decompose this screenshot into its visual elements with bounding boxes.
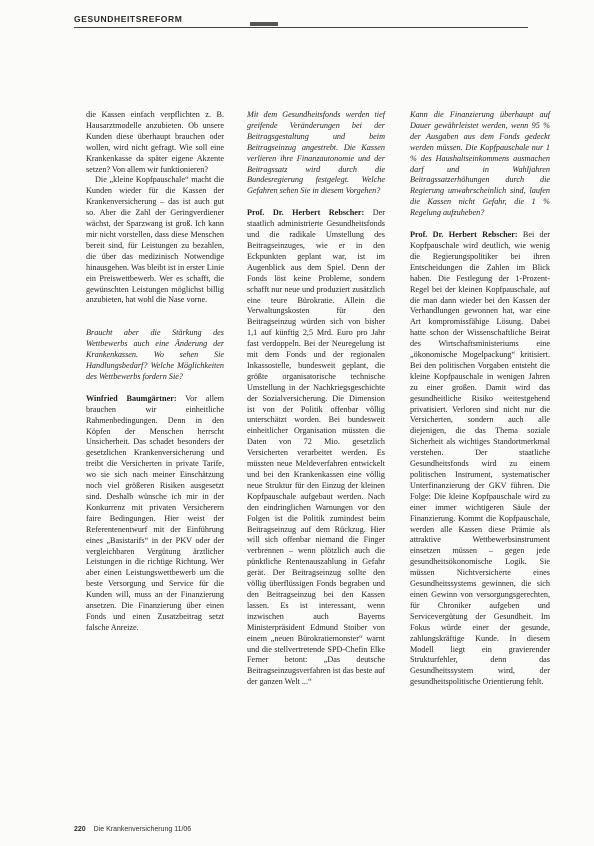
journal-name: Die Krankenversicherung: [93, 826, 173, 833]
column-2: [247, 110, 385, 688]
answer: [86, 394, 224, 634]
section-header: GESUNDHEITSREFORM: [74, 14, 183, 24]
spacer: [86, 306, 224, 328]
answer: [410, 230, 550, 688]
answer-text: Der staatlich administrierte Gesundheitsfonds und die radikale Umstellung des Beitragseinzuges, wie er in den Eckpunkten geplant war, ist im Augenblick aus dem Spiel. Denn der Fonds löst keine Probleme, sondern schafft nur neue und produziert zusätzlich eine teure Bürokratie. Allein die Verwaltungskosten für den Beitragseinzug würden sich von bisher 1,1 auf künftig 2,5 Mrd. Euro pro Jahr fast verdoppeln. Bei der Neuregelung ist mit dem Fonds und der regionalen Inkassostelle, bundesweit geplant, die größte organisatorische technische Umstellung in der Nachkriegsgeschichte der Sozialversicherung. Die Dimension ist von der Politik offenbar völlig unterschätzt worden. Bei bundesweit einheitlicher Organisation müssten die Daten von 72 Mio. gesetzlich Versicherten verarbeitet werden. Es müssten neue Meldeverfahren entwickelt und bei den Krankenkassen eine völlig neue Struktur für den Einzug der kleinen Kopfpauschale aufgebaut werden. Nach den eindringlichen Warnungen vor den Folgen ist die Politik zumindest beim Beitragseinzug auf dem Rückzug. Hier will sich offenbar niemand die Finger verbrennen – wenn plötzlich auch die pünktliche Rentenauszahlung in Gefahr gerät. Der Beitragseinzug sollte den völlig überflüssigen Fonds begraben und den Beitragseinzug bei den Kassen lassen. Es ist interessant, wenn inzwischen auch Bayerns Ministerpräsident Edmund Stoiber von einem „neuen Bürokratiemonster“ warnt und die stellvertretende SPD-Chefin Elke Ferner betont: „Das deutsche Beitragseinzugsverfahren ist das beste auf der ganzen Welt ...“: [247, 208, 385, 687]
interview-question: Kann die Finanzierung überhaupt auf Dauer gewährleistet werden, wenn 95 % der Ausgaben aus dem Fonds gedeckt werden müssen. Die Kopfpauschale nur 1 % des Haushaltseinkommens ausmachen darf und in Wahljahren Beitragssatzerhöhungen durch die Regierung unwahrscheinlich sind, laufen die Kassen nicht Gefahr, die 1 % Regelung aufzuheben?: [410, 110, 550, 218]
speaker-name: Prof. Dr. Herbert Rebscher:: [247, 208, 365, 218]
page-number: 220: [74, 826, 86, 833]
paragraph: Die „kleine Kopfpauschale“ macht die Kunden wieder für die Kassen der Krankenversicherung – das ist auch gut so. Aber die Zahl der Geringverdiener wächst, der Sparzwang ist groß. Ich kann mir nicht vorstellen, dass diese Menschen bereit sind, für Leistungen zu bezahlen, die über das medizinisch Notwendige hinausgehen. Was bleibt ist in erster Linie ein Preiswettbewerb. Wer es schafft, die gewünschten Leistungen möglichst billig anzubieten, hat wohl die Nase vorne.: [86, 175, 224, 305]
issue-number: 11/06: [174, 826, 192, 833]
page-footer: [74, 826, 191, 833]
paragraph: die Kassen einfach verpflichten z. B. Hausarztmodelle anzubieten. Ob unsere Kunden diese überhaupt brauchen oder wollen, wird nicht gefragt. Wie soll eine Krankenkasse da später eigene Akzente setzen? Von allem wir funktionieren?: [86, 110, 224, 174]
speaker-name: Prof. Dr. Herbert Rebscher:: [410, 230, 518, 240]
column-1: [86, 110, 224, 634]
header-rule: [74, 27, 528, 28]
spacer: [247, 197, 385, 208]
answer-text: Vor allem brauchen wir einheitliche Rahmenbedingungen. Denn in den Köpfen der Menschen herrscht Unsicherheit. Das schadet besonders der gesetzlichen Krankenversicherung und treibt die Versicherten in private Tarife, wo sie sich nach meiner Einschätzung noch viel größeren Risiken ausgesetzt sind. Deshalb wünsche ich mir in der Konkurrenz mit privaten Versicherern faire Bedingungen. Hier weist der Referentenentwurf mit der Einführung eines „Basistarifs“ in der PKV oder der vergleichbaren Vergütung ärztlicher Leistungen in die richtige Richtung. Wer aber einen Leistungswettbewerb um die beste Versorgung und Service für die Kunden will, muss an der Finanzierung ansetzen. Die Finanzierung über einen Fonds und einen Zusatzbeitrag setzt falsche Anreize.: [86, 393, 224, 632]
spacer: [410, 219, 550, 230]
header-accent-bar: [250, 22, 278, 26]
interview-question: Mit dem Gesundheitsfonds werden tief greifende Veränderungen bei der Beitragsgestaltung und beim Beitragseinzug angestrebt. Die Kassen verlieren ihre Finanzautonomie und der Beitragssatz wird durch die Bundesregierung festgelegt. Welche Gefahren sehen Sie in diesem Vorgehen?: [247, 110, 385, 196]
speaker-name: Winfried Baumgärtner:: [86, 393, 177, 403]
answer-text: Bei der Kopfpauschale wird deutlich, wie wenig die Regierungspolitiker bei ihren Entscheidungen die Zahlen im Blick haben. Die Festlegung der 1-Prozent-Regel bei der kleinen Kopfpauschale, auf die man dann wieder bei den Kassen der Verhandlungen gewonnen hat, war eine Art kompromissfähige Lösung. Dabei hatte schon der Wissenschaftliche Beirat des Wirtschaftsministeriums eine „ökonomische Mogelpackung“ kritisiert. Bei den politischen Vorgaben entsteht die kleine Kopfpauschale in wenigen Jahren zu einer großen. Damit wird das gesundheitliche Risiko weitestgehend privatisiert. Verloren sind nicht nur die Versicherten, sondern auch alle diejenigen, die das Thema soziale Sicherheit als wichtiges Standortmerkmal verstehen. Der staatliche Gesundheitsfonds wird zu einem politischen Instrument, systematischer Unterfinanzierung der GKV führen. Die Folge: Die kleine Kopfpauschale wird zu einer immer wichtigeren Säule der Finanzierung. Kommt die Kopfpauschale, werden alle Kassen diese Prämie als attraktive Wettbewerbsinstrument einsetzen müssen – gegen jede gesundheitsökonomische Logik. Sie müssen Nichtversicherte eines Gesundheitssystems gewinnen, die sich einen Gewinn von versorgungsgerechten, für Chroniker aufgeben und Servicevergütung der Gesundheit. Im Fokus würde einer der gesunde, zahlungskräftige Kunde. In diesem Modell liegt ein gravierender Strukturfehler, denn das Gesundheitssystem wird, der gesundheitspolitische Orientierung fehlt.: [410, 230, 550, 687]
spacer: [86, 383, 224, 394]
column-3: [410, 110, 550, 688]
interview-question: Braucht aber die Stärkung des Wettbewerbs auch eine Änderung der Krankenkassen. Wo sehen Sie Handlungsbedarf? Welche Möglichkeiten des Wettbewerbs fordern Sie?: [86, 328, 224, 381]
answer: [247, 208, 385, 688]
